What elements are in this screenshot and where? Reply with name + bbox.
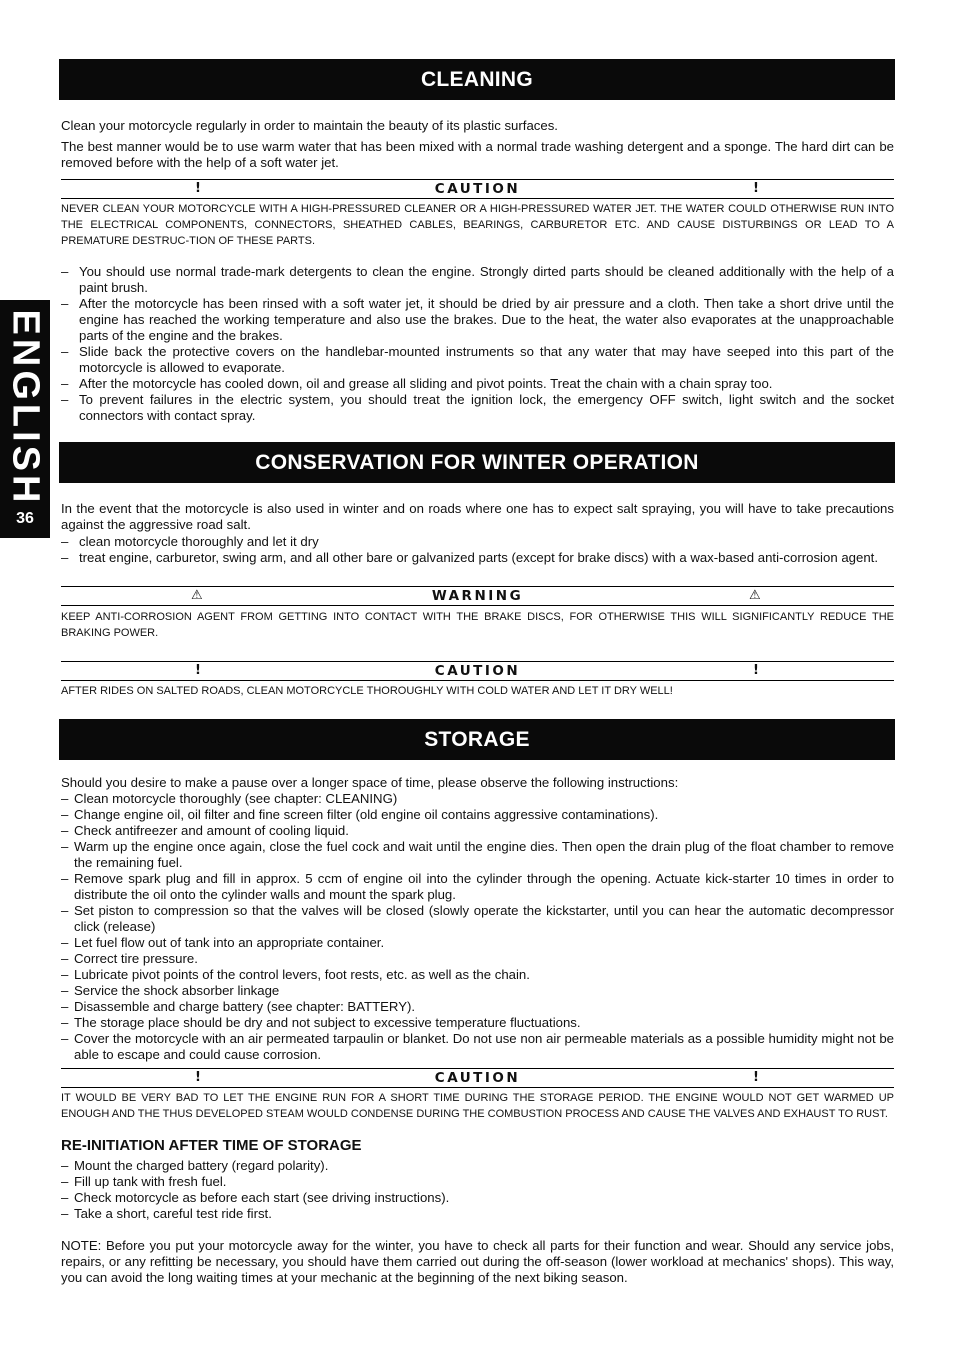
list-item: – After the motorcycle has been rinsed with a soft water jet, it should be dried by air pressure and a cloth. Then take a short drive until the engine has reached the working temperature and also use the brakes. Due to the heat, the water also evaporates at the unapproachable parts of the engine and the brakes. — [61, 296, 894, 344]
list-item: – Fill up tank with fresh fuel. — [61, 1174, 894, 1190]
cleaning-intro-2: The best manner would be to use warm water that has been mixed with a normal trade washing detergent and a sponge. The hard dirt can be removed before with the help of a soft water jet. — [61, 139, 894, 170]
caution-exclamation-icon: ! — [753, 181, 759, 196]
caution-exclamation-icon: ! — [753, 1070, 759, 1085]
list-item: – Let fuel flow out of tank into an appropriate container. — [61, 935, 894, 951]
winter-warning-text: KEEP ANTI-CORROSION AGENT FROM GETTING INTO CONTACT WITH THE BRAKE DISCS, FOR OTHERWISE THIS WILL SIGNIFICANTLY REDUCE THE BRAKING POWER. — [61, 611, 894, 639]
cleaning-bullet-list — [61, 264, 894, 424]
caution-exclamation-icon: ! — [195, 181, 201, 196]
list-item: – You should use normal trade-mark detergents to clean the engine. Strongly dirted parts should be cleaned additionally with the help of a paint brush. — [61, 264, 894, 296]
cleaning-caution-bar — [61, 179, 894, 199]
list-item: – Service the shock absorber linkage — [61, 983, 894, 999]
storage-heading: STORAGE — [59, 719, 895, 760]
list-item: – Check motorcycle as before each start (see driving instructions). — [61, 1190, 894, 1206]
caution-label: CAUTION — [434, 1070, 521, 1086]
winter-heading: CONSERVATION FOR WINTER OPERATION — [59, 442, 895, 483]
list-item: – Warm up the engine once again, close the fuel cock and wait until the engine dies. Then open the drain plug of the float chamber to remove the remaining fuel. — [61, 839, 894, 871]
reinitiation-list — [61, 1158, 894, 1222]
cleaning-heading: CLEANING — [59, 59, 895, 100]
language-label: ENGLISH — [4, 309, 47, 507]
list-item: – Cover the motorcycle with an air permeated tarpaulin or blanket. Do not use non air permeable materials as a possible humidity might not be able to escape and could cause corrosion. — [61, 1031, 894, 1063]
list-item: – To prevent failures in the electric system, you should treat the ignition lock, the emergency OFF switch, light switch and the socket connectors with contact spray. — [61, 392, 894, 424]
storage-caution-bar — [61, 1068, 894, 1088]
list-item: – Change engine oil, oil filter and fine screen filter (old engine oil contains aggressive contaminations). — [61, 807, 894, 823]
storage-caution-text: IT WOULD BE VERY BAD TO LET THE ENGINE RUN FOR A SHORT TIME DURING THE STORAGE PERIOD. THE ENGINE WOULD NOT GET WARMED UP ENOUGH AND THE THUS DEVELOPED STEAM WOULD CONDENSE DURING THE COMBUSTION PROCESS AND CAUSE THE VALVES AND EXHAUST TO RUST. — [61, 1092, 894, 1120]
list-item: – Remove spark plug and fill in approx. 5 ccm of engine oil into the cylinder through the opening. Actuate kick-starter 10 times in order to distribute the oil onto the cylinder walls and mount the spark plug. — [61, 871, 894, 903]
list-item: – Mount the charged battery (regard polarity). — [61, 1158, 894, 1174]
storage-note: NOTE: Before you put your motorcycle away for the winter, you have to check all parts for their function and wear. Should any service jobs, repairs, or any refitting be necessary, you should have them carried out during the off-season (lower workload at mechanics' shops). This way, you can avoid the long waiting times at your mechanic at the beginning of the next biking season. — [61, 1238, 894, 1285]
storage-intro: Should you desire to make a pause over a longer space of time, please observe the following instructions: — [61, 775, 679, 790]
list-item: – clean motorcycle thoroughly and let it dry — [61, 534, 894, 550]
winter-bullet-list — [61, 534, 894, 566]
warning-label: WARNING — [431, 588, 524, 604]
list-item: – Lubricate pivot points of the control levers, foot rests, etc. as well as the chain. — [61, 967, 894, 983]
list-item: – Slide back the protective covers on the handlebar-mounted instruments so that any water that may have seeped into this part of the motorcycle is allowed to evaporate. — [61, 344, 894, 376]
caution-label: CAUTION — [434, 181, 521, 197]
list-item: – The storage place should be dry and not subject to excessive temperature fluctuations. — [61, 1015, 894, 1031]
list-item: – Disassemble and charge battery (see chapter: BATTERY). — [61, 999, 894, 1015]
page-number: 36 — [16, 510, 34, 527]
storage-bullet-list — [61, 791, 894, 1063]
caution-exclamation-icon: ! — [195, 1070, 201, 1085]
list-item: – treat engine, carburetor, swing arm, and all other bare or galvanized parts (except for brake discs) with a wax-based anti-corrosion agent. — [61, 550, 894, 566]
caution-exclamation-icon: ! — [195, 663, 201, 678]
reinitiation-heading: RE-INITIATION AFTER TIME OF STORAGE — [61, 1137, 362, 1154]
warning-triangle-icon: ⚠ — [749, 588, 761, 603]
list-item: – Take a short, careful test ride first. — [61, 1206, 894, 1222]
caution-exclamation-icon: ! — [753, 663, 759, 678]
cleaning-intro-1: Clean your motorcycle regularly in order to maintain the beauty of its plastic surfaces. — [61, 118, 558, 133]
list-item: – Set piston to compression so that the valves will be closed (slowly operate the kickstarter, until you can hear the automatic decompressor click (release) — [61, 903, 894, 935]
winter-intro: In the event that the motorcycle is also used in winter and on roads where one has to expect salt spraying, you will have to take precautions against the aggressive road salt. — [61, 501, 894, 532]
winter-warning-bar — [61, 586, 894, 606]
winter-caution-text: AFTER RIDES ON SALTED ROADS, CLEAN MOTORCYCLE THOROUGHLY WITH COLD WATER AND LET IT DRY WELL! — [61, 685, 673, 697]
cleaning-caution-text: NEVER CLEAN YOUR MOTORCYCLE WITH A HIGH-PRESSURED CLEANER OR A HIGH-PRESSURED WATER JET. THE WATER COULD OTHERWISE RUN INTO THE ELECTRICAL COMPONENTS, CONNECTORS, SHEATHED CABLES, BEARINGS, CARBURETOR ETC. AND CAUSE DISTURBINGS OR LEAD TO A PREMATURE DESTRUC-TION OF THESE PARTS. — [61, 203, 894, 247]
list-item: – Clean motorcycle thoroughly (see chapter: CLEANING) — [61, 791, 894, 807]
list-item: – Check antifreezer and amount of cooling liquid. — [61, 823, 894, 839]
caution-label: CAUTION — [434, 663, 521, 679]
warning-triangle-icon: ⚠ — [191, 588, 203, 603]
winter-caution-bar — [61, 661, 894, 681]
list-item: – After the motorcycle has cooled down, oil and grease all sliding and pivot points. Treat the chain with a chain spray too. — [61, 376, 894, 392]
list-item: – Correct tire pressure. — [61, 951, 894, 967]
